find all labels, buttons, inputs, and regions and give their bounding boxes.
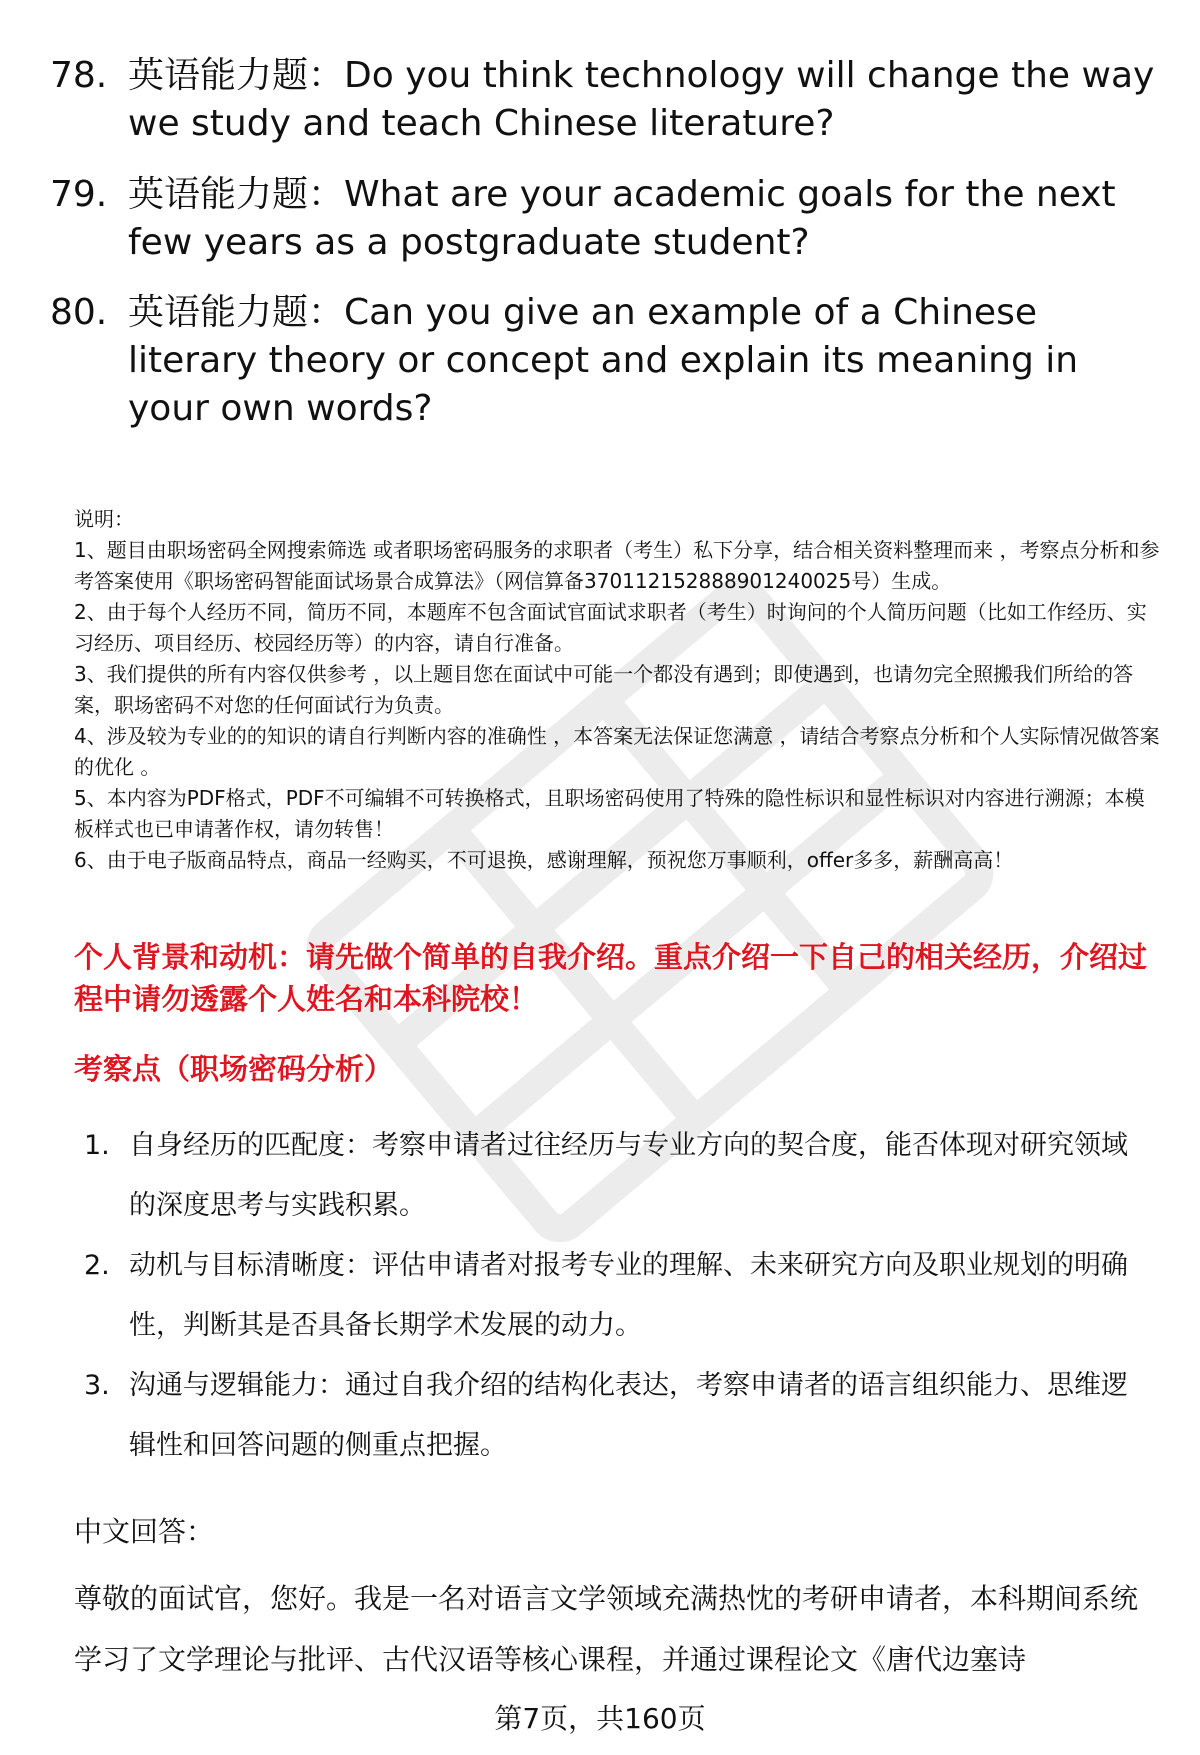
question-text: 英语能力题：Do you think technology will change the way we study and teach Chinese literature? <box>128 55 1155 144</box>
point-number: 1. <box>84 1130 110 1161</box>
question-number: 78. <box>50 55 108 96</box>
answer-text: 尊敬的面试官，您好。我是一名对语言文学领域充满热忱的考研申请者，本科期间系统学习了文学理论与批评、古代汉语等核心课程，并通过课程论文《唐代边塞诗 <box>74 1582 1139 1676</box>
note-item: 1、题目由职场密码全网搜索筛选 或者职场密码服务的求职者（考生）私下分享，结合相关资料整理而来 ，考察点分析和参考答案使用《职场密码智能面试场景合成算法》（网信算备370112152888901240025号）生成。 <box>74 538 1160 593</box>
notes-block <box>74 504 1164 876</box>
note-item: 2、由于每个人经历不同，简历不同，本题库不包含面试官面试求职者（考生）时询问的个人简历问题（比如工作经历、实习经历、项目经历、校园经历等）的内容，请自行准备。 <box>74 600 1147 655</box>
question-text: 英语能力题：What are your academic goals for the next few years as a postgraduate student? <box>128 174 1116 263</box>
point-text: 动机与目标清晰度：评估申请者对报考专业的理解、未来研究方向及职业规划的明确性，判断其是否具备长期学术发展的动力。 <box>129 1250 1128 1341</box>
analysis-point <box>84 1356 1150 1476</box>
analysis-points <box>84 1116 1150 1476</box>
answer-label: 中文回答： <box>74 1515 215 1548</box>
notes-title: 说明： <box>74 507 134 531</box>
note-item: 5、本内容为PDF格式，PDF不可编辑不可转换格式，且职场密码使用了特殊的隐性标识和显性标识对内容进行溯源；本模板样式也已申请著作权，请勿转售！ <box>74 786 1145 841</box>
point-text: 沟通与逻辑能力：通过自我介绍的结构化表达，考察申请者的语言组织能力、思维逻辑性和回答问题的侧重点把握。 <box>129 1370 1128 1461</box>
question-text: 英语能力题：Can you give an example of a Chinese literary theory or concept and explain its meaning in your own words? <box>128 292 1079 429</box>
question-number: 80. <box>50 292 108 333</box>
question-79 <box>50 171 1170 267</box>
section-question: 个人背景和动机：请先做个简单的自我介绍。重点介绍一下自己的相关经历，介绍过程中请勿透露个人姓名和本科院校！ <box>74 940 1148 1016</box>
question-78 <box>50 52 1170 148</box>
note-item: 3、我们提供的所有内容仅供参考 ，以上题目您在面试中可能一个都没有遇到；即使遇到，也请勿完全照搬我们所给的答案，职场密码不对您的任何面试行为负责。 <box>74 662 1134 717</box>
question-80 <box>50 289 1170 433</box>
analysis-title: 考察点（职场密码分析） <box>74 1052 394 1086</box>
page-footer: 第7页，共160页 <box>494 1702 706 1735</box>
analysis-point <box>84 1116 1150 1236</box>
analysis-point <box>84 1236 1150 1356</box>
note-item: 4、涉及较为专业的的知识的请自行判断内容的准确性 ，本答案无法保证您满意 ，请结合考察点分析和个人实际情况做答案的优化 。 <box>74 724 1160 779</box>
point-number: 3. <box>84 1370 110 1401</box>
point-text: 自身经历的匹配度：考察申请者过往经历与专业方向的契合度，能否体现对研究领域的深度思考与实践积累。 <box>129 1130 1128 1221</box>
point-number: 2. <box>84 1250 110 1281</box>
note-item: 6、由于电子版商品特点，商品一经购买，不可退换，感谢理解，预祝您万事顺利，offer多多，薪酬高高！ <box>74 848 1014 872</box>
question-number: 79. <box>50 174 108 215</box>
